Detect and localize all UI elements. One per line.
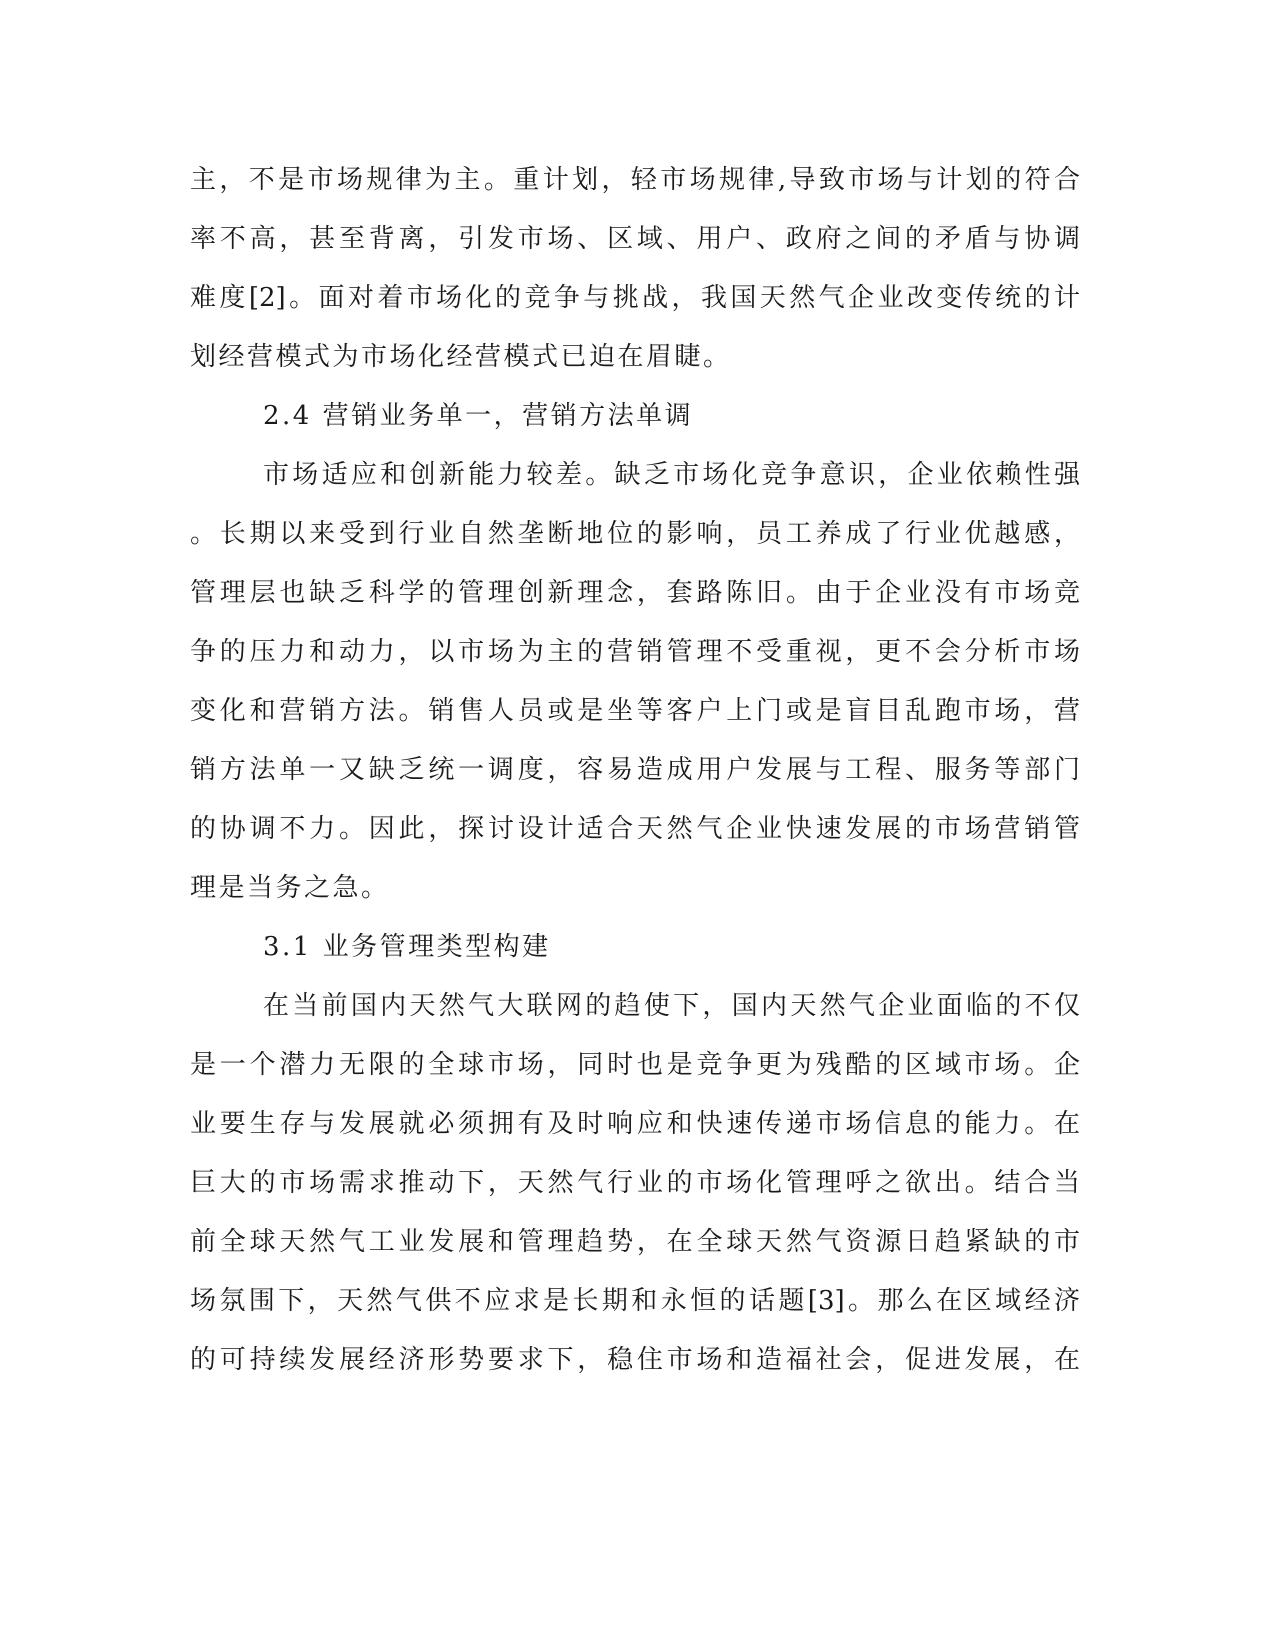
paragraph-line: 巨大的市场需求推动下，天然气行业的市场化管理呼之欲出。结合当 (190, 1168, 1080, 1198)
paragraph-line: 市场适应和创新能力较差。缺乏市场化竞争意识，企业依赖性强 (263, 460, 1080, 490)
paragraph-line: 场氛围下，天然气供不应求是长期和永恒的话题[3]。那么在区域经济 (190, 1286, 1080, 1316)
paragraph-line: 主，不是市场规律为主。重计划，轻市场规律,导致市场与计划的符合 (190, 165, 1080, 195)
paragraph-line: 管理层也缺乏科学的管理创新理念，套路陈旧。由于企业没有市场竞 (190, 578, 1080, 608)
paragraph-line: 的可持续发展经济形势要求下，稳住市场和造福社会，促进发展，在 (190, 1345, 1080, 1375)
section-heading: 2.4 营销业务单一，营销方法单调 (263, 401, 694, 431)
paragraph-line: 销方法单一又缺乏统一调度，容易造成用户发展与工程、服务等部门 (190, 755, 1080, 785)
paragraph-line: 的协调不力。因此，探讨设计适合天然气企业快速发展的市场营销管 (190, 814, 1080, 844)
paragraph-line: 。长期以来受到行业自然垄断地位的影响，员工养成了行业优越感， (190, 519, 1080, 549)
paragraph-line: 在当前国内天然气大联网的趋使下，国内天然气企业面临的不仅 (263, 991, 1080, 1021)
paragraph-line: 变化和营销方法。销售人员或是坐等客户上门或是盲目乱跑市场，营 (190, 696, 1080, 726)
paragraph-line: 是一个潜力无限的全球市场，同时也是竞争更为残酷的区域市场。企 (190, 1050, 1080, 1080)
paragraph-line: 理是当务之急。 (190, 873, 390, 903)
paragraph-line: 业要生存与发展就必须拥有及时响应和快速传递市场信息的能力。在 (190, 1109, 1080, 1139)
paragraph-line: 前全球天然气工业发展和管理趋势，在全球天然气资源日趋紧缺的市 (190, 1227, 1080, 1257)
paragraph-line: 难度[2]。面对着市场化的竞争与挑战，我国天然气企业改变传统的计 (190, 283, 1080, 313)
section-heading: 3.1 业务管理类型构建 (263, 932, 551, 962)
paragraph-line: 划经营模式为市场化经营模式已迫在眉睫。 (190, 342, 732, 372)
paragraph-line: 率不高，甚至背离，引发市场、区域、用户、政府之间的矛盾与协调 (190, 224, 1080, 254)
paragraph-line: 争的压力和动力，以市场为主的营销管理不受重视，更不会分析市场 (190, 637, 1080, 667)
